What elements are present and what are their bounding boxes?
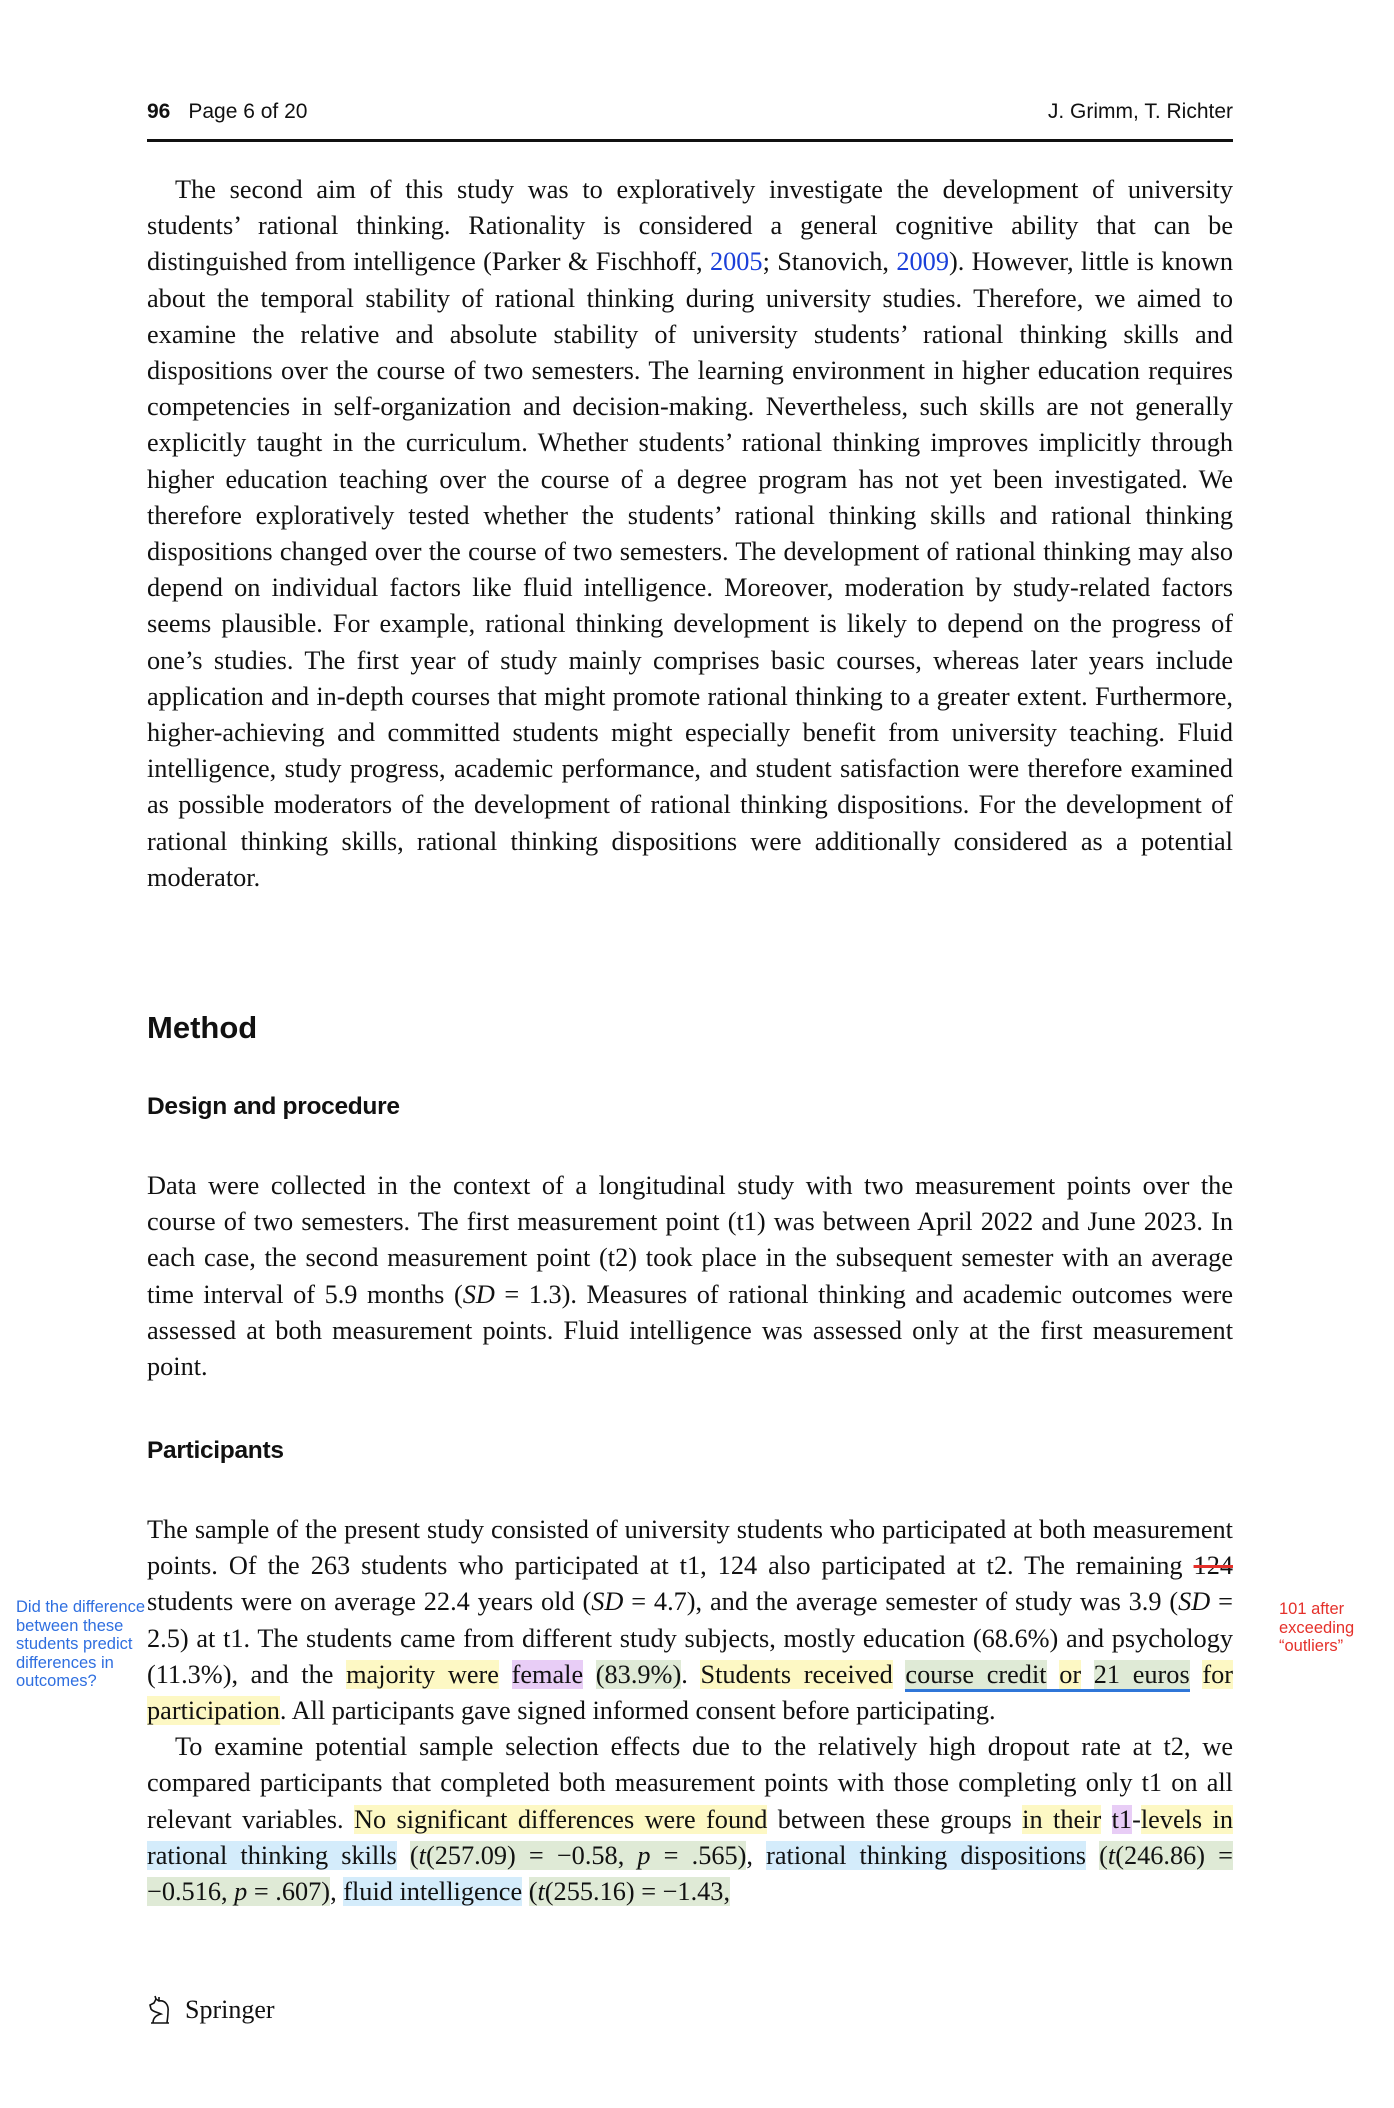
highlight-green[interactable]: (t(255.16) = −1.43, [528,1877,731,1907]
highlight-yellow[interactable]: for participation [147,1659,1234,1726]
highlight-yellow[interactable]: majority were [346,1659,499,1689]
sd-symbol: SD [462,1279,495,1309]
page-number: 96 [147,100,171,123]
section-heading-method: Method [147,1010,258,1045]
text-run: = 2.5) at t1. The students came from different study subjects, mostly education (68.6%) and psychology (11.3%), and the [147,1587,1233,1689]
design-paragraph [147,1168,1233,1385]
highlight-yellow-underlined[interactable]: or [1059,1660,1081,1692]
participants-paragraph-2: To examine potential sample selection effects due to the relatively high dropout rate at t2, we compared participants that completed both measurement points with those completing only t1 on all relevant variables. No significant differences were found between these groups in their t1-levels in rational thinking skills (t(257.09) = −0.58, p = .565), rational thinking dispositions (t(246.86) = −0.516, p = .607), fluid intelligence (t(255.16) = −1.43, [147,1732,1234,1907]
running-authors: J. Grimm, T. Richter [1047,100,1233,123]
highlight-yellow[interactable]: in their [1022,1804,1102,1834]
highlight-blue[interactable]: rational thinking dispositions [766,1840,1087,1870]
springer-horse-icon [147,1995,173,2025]
t-symbol: t [1107,1840,1116,1870]
p-symbol: p [234,1877,248,1907]
stat-value: = .565) [650,1840,747,1870]
subsection-heading-design: Design and procedure [147,1093,400,1120]
citation-link-2005[interactable]: 2005 [709,247,763,277]
text-run: = 1.3). Measures of rational thinking and academic outcomes were assessed at both measurement points. Fluid intelligence was assessed only at the first measurement point. [147,1279,1233,1382]
highlight-blue[interactable]: rational thinking skills [147,1840,397,1870]
intro-paragraph [147,172,1233,896]
stat-value: (255.16) = −1.43, [544,1877,731,1907]
header-rule [147,139,1233,142]
design-section [147,1168,1233,1385]
highlight-purple[interactable]: t1 [1111,1804,1133,1834]
text-run: Data were collected in the context of a longitudinal study with two measurement points over the course of two semesters. The first measurement point (t1) was between April 2022 and June 2023. In each case, the second measurement point (t2) took place in the subsequent semester with an average time interval of 5.9 months ( [147,1171,1233,1309]
margin-comment-left[interactable]: Did the difference between these students predict differences in outcomes? [16,1598,146,1690]
intro-section [147,172,1233,896]
highlight-yellow[interactable]: Students received [700,1659,893,1689]
highlight-green-underlined[interactable]: 21 euros [1094,1660,1190,1692]
page-label: Page 6 of 20 [188,100,308,123]
participants-section [147,1512,1233,1910]
publisher-footer [147,1993,275,2027]
strikethrough-annotation[interactable]: 124 [1193,1551,1233,1581]
highlight-green[interactable]: (83.9%) [595,1659,682,1689]
text-run: ). However, little is known about the temporal stability of rational thinking during university studies. Therefore, we aimed to examine the relative and absolute stability of university students’ rational thinking skills and dispositions over the course of two semesters. The learning environment in higher education requires competencies in self-organization and decision-making. Nevertheless, such skills are not generally explicitly taught in the curriculum. Whether students’ rational thinking improves implicitly through higher education teaching over the course of a degree program has not yet been investigated. We therefore exploratively tested whether the students’ rational thinking skills and rational thinking dispositions changed over the course of two semesters. The development of rational thinking may also depend on individual factors like fluid intelligence. Moreover, moderation by study-related factors seems plausible. For example, rational thinking development is likely to depend on the progress of one’s studies. The first year of study mainly comprises basic courses, whereas later years include application and in-depth courses that might promote rational thinking to a greater extent. Furthermore, higher-achieving and committed students might especially benefit from university teaching. Fluid intelligence, study progress, academic performance, and student satisfaction were therefore examined as possible moderators of the development of rational thinking dispositions. For the development of rational thinking skills, rational thinking dispositions were additionally considered as a potential moderator. [147,247,1233,892]
sd-symbol: SD [591,1587,624,1617]
highlight-green-underlined[interactable]: course credit [905,1660,1046,1692]
highlight-blue[interactable]: fluid intelligence [343,1877,523,1907]
text-run: To examine potential sample selection effects due to the relatively high dropout rate at t2, we compared participants that completed both measurement points with those completing only t1 on all relevant variables. [147,1732,1233,1834]
text-run: = 4.7), and the average semester of study was 3.9 ( [623,1587,1179,1617]
p-symbol: p [637,1840,651,1870]
text-run: . All participants gave signed informed consent before participating. [279,1696,996,1726]
text-run: The second aim of this study was to exploratively investigate the development of university students’ rational thinking. Rationality is considered a general cognitive ability that can be distinguished from intelligence (Parker & Fischhoff, [147,175,1233,277]
highlight-purple[interactable]: female [511,1659,584,1689]
t-symbol: t [537,1877,545,1907]
running-header [147,100,1233,134]
participants-paragraph-1 [147,1512,1233,1729]
t-symbol: t [418,1840,426,1870]
text-run: The sample of the present study consisted of university students who participated at both measurement points. Of the 263 students who participated at t1, 124 also participated at t2. The remaining [147,1515,1233,1581]
text-run: between these groups [767,1804,1023,1834]
stat-value: (246.86) = −0.516, [147,1840,1233,1907]
text-run: . [681,1659,688,1689]
highlight-green[interactable]: (t(257.09) = −0.58, p = .565) [409,1840,747,1870]
stat-value: (257.09) = −0.58, [425,1840,638,1870]
text-run: students were on average 22.4 years old ( [147,1587,592,1617]
citation-link-2009[interactable]: 2009 [896,247,949,277]
highlight-yellow[interactable]: levels in [1140,1804,1234,1834]
text-run: ; Stanovich, [762,247,897,277]
margin-comment-right[interactable]: 101 after exceeding “outliers” [1279,1600,1355,1655]
sd-symbol: SD [1178,1587,1211,1617]
highlight-yellow[interactable]: No significant differences were found [353,1804,768,1834]
subsection-heading-participants: Participants [147,1437,284,1464]
highlight-green[interactable]: (t(246.86) = −0.516, p = .607) [147,1840,1233,1907]
publisher-name: Springer [185,1995,275,2024]
stat-value: = .607) [247,1877,331,1907]
